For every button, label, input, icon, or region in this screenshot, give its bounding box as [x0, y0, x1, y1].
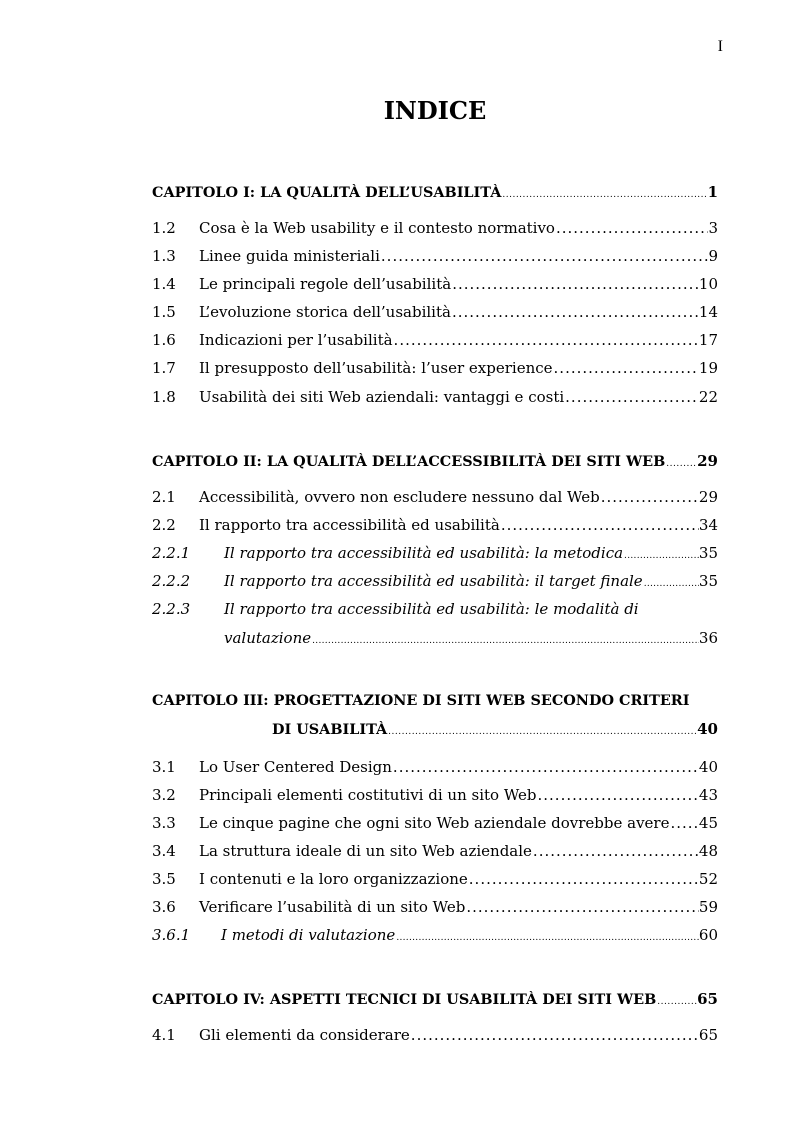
section-page: 36 [698, 629, 718, 647]
toc-chapter-3[interactable] [152, 690, 718, 712]
toc-section-1-8[interactable] [152, 386, 718, 408]
leader-dots [468, 868, 699, 890]
section-page: 9 [708, 247, 718, 265]
section-page: 59 [698, 898, 718, 916]
section-title: Usabilità dei siti Web aziendali: vantaggi e costi [199, 388, 565, 406]
section-number: 3.2 [152, 786, 176, 804]
toc-chapter-1[interactable] [152, 181, 718, 203]
section-title: Le principali regole dell’usabilità [199, 275, 452, 293]
section-number: 3.5 [152, 870, 176, 888]
chapter-title-line-2: DI USABILITÀ [272, 721, 388, 738]
section-number: 1.8 [152, 388, 176, 406]
toc-chapter-2[interactable] [152, 450, 718, 472]
toc-chapter-4[interactable] [152, 988, 718, 1010]
section-title: Il presupposto dell’usabilità: l’user experience [199, 359, 553, 377]
section-number: 1.2 [152, 219, 176, 237]
leader-dots [465, 896, 699, 918]
section-title: Lo User Centered Design [199, 758, 392, 776]
section-page: 34 [698, 516, 718, 534]
section-title: La struttura ideale di un sito Web aziendale [199, 842, 532, 860]
section-title-line-2: valutazione [224, 629, 312, 647]
leader-dots [311, 627, 699, 649]
section-number: 1.7 [152, 359, 176, 377]
section-title: Principali elementi costitutivi di un sito Web [199, 786, 537, 804]
section-page: 60 [698, 926, 718, 944]
toc-section-4-1[interactable] [152, 1024, 718, 1046]
toc-section-3-6[interactable] [152, 896, 718, 918]
leader-dots [451, 301, 699, 323]
section-title: Gli elementi da considerare [199, 1026, 410, 1044]
section-page: 35 [698, 544, 718, 562]
section-page: 65 [698, 1026, 718, 1044]
section-page: 40 [698, 758, 718, 776]
section-number: 2.1 [152, 488, 176, 506]
toc-section-1-6[interactable] [152, 329, 718, 351]
leader-dots [380, 245, 709, 267]
section-title: Linee guida ministeriali [199, 247, 380, 265]
leader-dots [665, 451, 697, 472]
section-number: 2.2.1 [152, 544, 191, 562]
section-number: 3.6.1 [152, 926, 191, 944]
section-number: 2.2 [152, 516, 176, 534]
page-title: INDICE [383, 96, 487, 125]
leader-dots [500, 514, 699, 536]
toc-section-3-1[interactable] [152, 756, 718, 778]
chapter-title: CAPITOLO IV: ASPETTI TECNICI DI USABILITÀ DEI SITI WEB [152, 991, 657, 1008]
section-page: 19 [698, 359, 718, 377]
section-title: Accessibilità, ovvero non escludere nessuno dal Web [199, 488, 600, 506]
toc-section-1-4[interactable] [152, 273, 718, 295]
toc-section-1-3[interactable] [152, 245, 718, 267]
section-page: 52 [698, 870, 718, 888]
toc-section-3-2[interactable] [152, 784, 718, 806]
section-title: I contenuti e la loro organizzazione [199, 870, 468, 888]
section-title: Il rapporto tra accessibilità ed usabilità: la metodica [224, 544, 624, 562]
leader-dots [669, 812, 698, 834]
leader-dots [395, 924, 699, 946]
chapter-page: 1 [707, 183, 718, 201]
toc-section-1-7[interactable] [152, 357, 718, 379]
leader-dots [555, 217, 708, 239]
section-number: 1.5 [152, 303, 176, 321]
chapter-page: 65 [697, 990, 718, 1008]
section-page: 22 [698, 388, 718, 406]
leader-dots [393, 329, 699, 351]
toc-section-2-1[interactable] [152, 486, 718, 508]
leader-dots [623, 542, 699, 564]
section-title: Il rapporto tra accessibilità ed usabilità: il target finale [224, 572, 643, 590]
section-title: L’evoluzione storica dell’usabilità [199, 303, 451, 321]
section-number: 4.1 [152, 1026, 176, 1044]
section-number: 3.1 [152, 758, 176, 776]
section-number: 3.6 [152, 898, 176, 916]
leader-dots [656, 989, 697, 1010]
section-page: 17 [698, 331, 718, 349]
leader-dots [501, 182, 707, 203]
leader-dots [451, 273, 699, 295]
section-title: Cosa è la Web usability e il contesto normativo [199, 219, 555, 237]
chapter-title: CAPITOLO I: LA QUALITÀ DELL’USABILITÀ [152, 184, 502, 201]
toc-subsection-3-6-1[interactable] [152, 924, 718, 946]
toc-chapter-3-cont[interactable] [272, 718, 718, 740]
section-title: Indicazioni per l’usabilità [199, 331, 393, 349]
section-number: 2.2.3 [152, 600, 191, 618]
leader-dots [387, 719, 697, 740]
section-number: 3.4 [152, 842, 176, 860]
section-page: 45 [698, 814, 718, 832]
page-number: I [717, 38, 723, 55]
section-page: 3 [708, 219, 718, 237]
section-number: 1.6 [152, 331, 176, 349]
section-page: 48 [698, 842, 718, 860]
leader-dots [392, 756, 699, 778]
chapter-title-line-1: CAPITOLO III: PROGETTAZIONE DI SITI WEB SECONDO CRITERI [152, 692, 690, 709]
toc-subsection-2-2-3-cont[interactable] [224, 627, 718, 649]
toc-section-2-2[interactable] [152, 514, 718, 536]
section-number: 3.3 [152, 814, 176, 832]
leader-dots [410, 1024, 699, 1046]
section-number: 1.3 [152, 247, 176, 265]
section-title: I metodi di valutazione [221, 926, 396, 944]
toc-subsection-2-2-3[interactable] [152, 598, 718, 620]
toc-section-3-4[interactable] [152, 840, 718, 862]
leader-dots [564, 386, 699, 408]
section-title: Il rapporto tra accessibilità ed usabilità [199, 516, 500, 534]
leader-dots [600, 486, 699, 508]
leader-dots [643, 570, 699, 592]
chapter-page: 29 [697, 452, 718, 470]
section-page: 10 [698, 275, 718, 293]
section-page: 43 [698, 786, 718, 804]
section-title-line-1: Il rapporto tra accessibilità ed usabilità: le modalità di [224, 600, 639, 618]
toc-section-1-2[interactable] [152, 217, 718, 239]
section-page: 35 [698, 572, 718, 590]
section-title: Le cinque pagine che ogni sito Web aziendale dovrebbe avere [199, 814, 670, 832]
section-page: 14 [698, 303, 718, 321]
toc-section-3-3[interactable] [152, 812, 718, 834]
leader-dots [532, 840, 699, 862]
chapter-page: 40 [697, 720, 718, 738]
leader-dots [537, 784, 699, 806]
section-title: Verificare l’usabilità di un sito Web [199, 898, 466, 916]
leader-dots [553, 357, 699, 379]
toc-section-1-5[interactable] [152, 301, 718, 323]
toc-section-3-5[interactable] [152, 868, 718, 890]
section-number: 2.2.2 [152, 572, 191, 590]
chapter-title: CAPITOLO II: LA QUALITÀ DELL’ACCESSIBILITÀ DEI SITI WEB [152, 453, 666, 470]
section-page: 29 [698, 488, 718, 506]
toc-subsection-2-2-1[interactable] [152, 542, 718, 564]
toc-subsection-2-2-2[interactable] [152, 570, 718, 592]
section-number: 1.4 [152, 275, 176, 293]
